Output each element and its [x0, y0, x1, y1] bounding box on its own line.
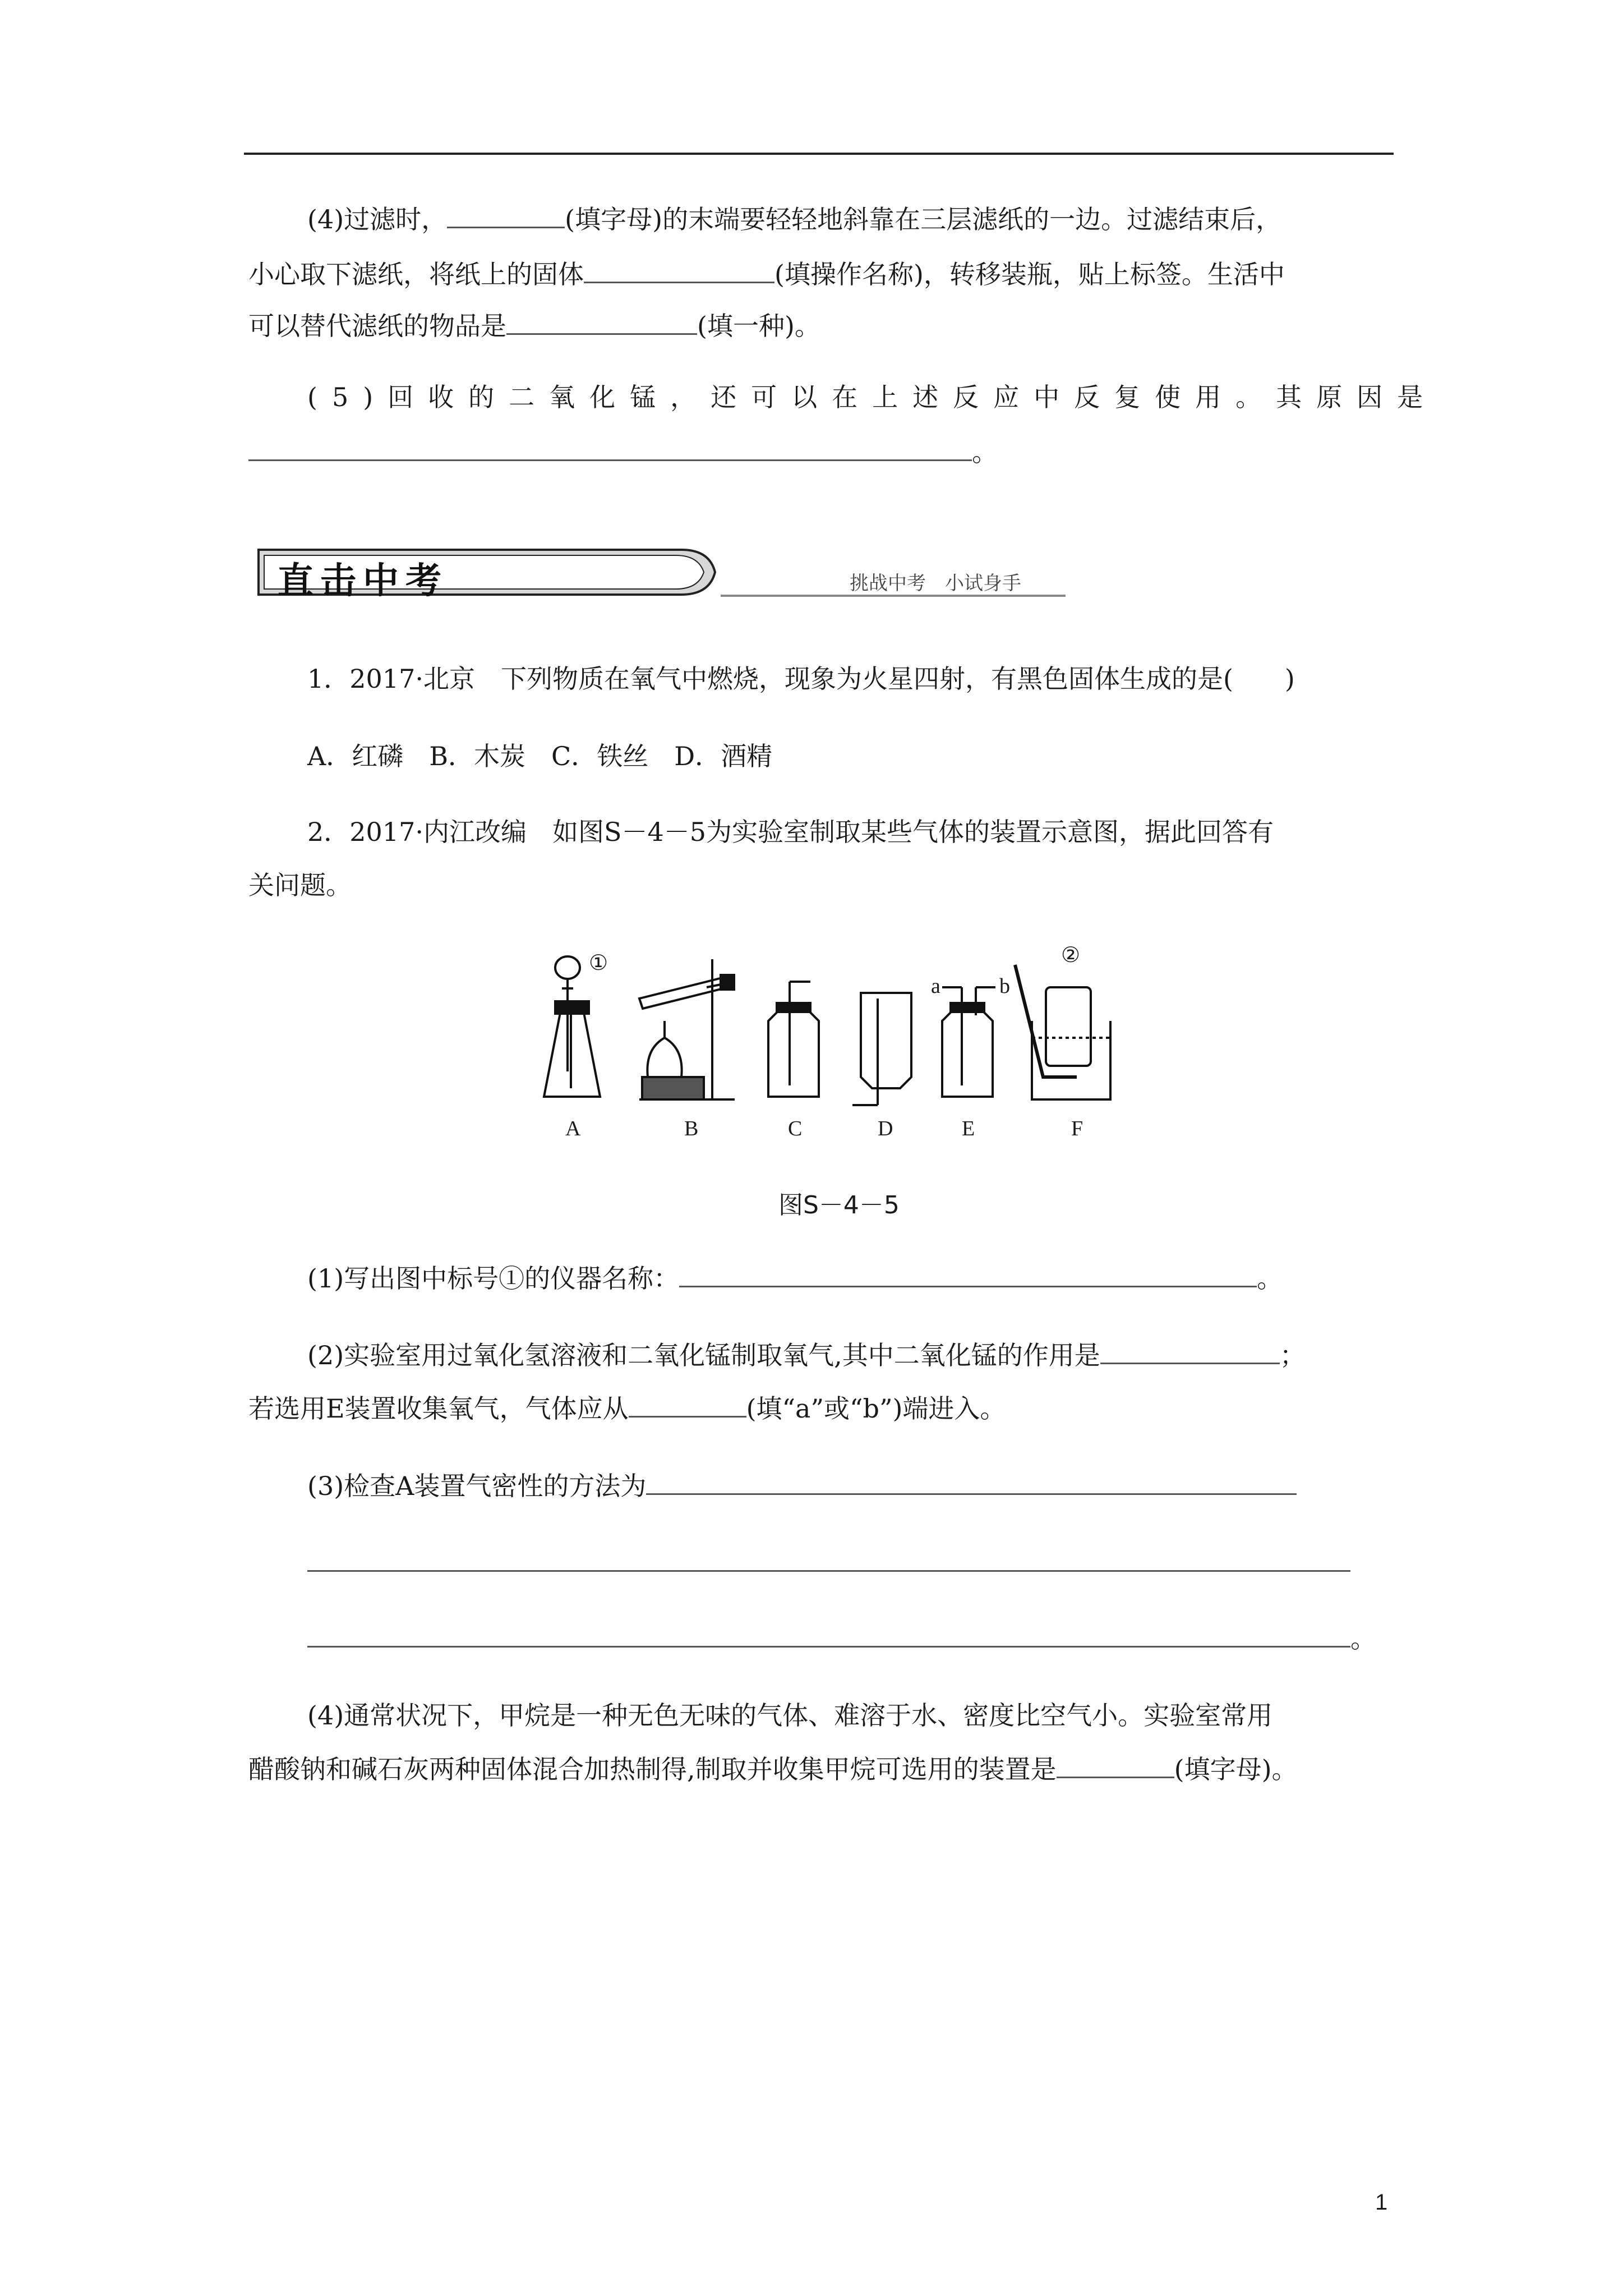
q4-text: (填操作名称)，转移装瓶，贴上标签。生活中: [774, 259, 1285, 289]
figure-caption: 图S－4－5: [778, 1191, 900, 1220]
q4-text: 可以替代滤纸的物品是: [248, 311, 506, 341]
q2-sub2-line1: [307, 1338, 1306, 1372]
q2-sub3-line2: [307, 1545, 1350, 1580]
apparatus-f: [1015, 965, 1110, 1099]
question2-stem-line2: 关问题。: [248, 870, 352, 900]
figure-marker-2: ②: [1061, 944, 1081, 967]
apparatus-d: [852, 993, 911, 1105]
q4-text: (填字母)的末端要轻轻地斜靠在三层滤纸的一边。过滤结束后，: [565, 204, 1282, 234]
figure-marker-1: ①: [589, 951, 608, 975]
q4-text: (填一种)。: [697, 311, 820, 341]
q2-sub4-line2: [248, 1752, 1298, 1786]
question1-options: A．红磷 B．木炭 C．铁丝 D．酒精: [307, 741, 773, 771]
figure-port-b: b: [999, 974, 1010, 998]
figure-label-f: F: [1071, 1117, 1083, 1140]
q4-text: (4)过滤时，: [307, 204, 448, 234]
q2-sub2-blank-1[interactable]: [1100, 1338, 1280, 1364]
q2-sub4-text: 醋酸钠和碱石灰两种固体混合加热制得,制取并收集甲烷可选用的装置是: [248, 1754, 1057, 1784]
q2-sub1-blank[interactable]: [679, 1261, 1257, 1287]
q2-sub4-text: (填字母)。: [1174, 1754, 1298, 1784]
q2-sub4-line1: (4)通常状况下，甲烷是一种无色无味的气体、难溶于水、密度比空气小。实验室常用: [307, 1700, 1273, 1731]
q2-sub2-text: (填“a”或“b”)端进入。: [746, 1393, 1006, 1424]
q2-sub3-blank-1[interactable]: [646, 1469, 1297, 1495]
q2-sub2-line2: [248, 1391, 1006, 1425]
q2-sub3-text: (3)检查A装置气密性的方法为: [307, 1471, 647, 1501]
q2-sub3-line3: [307, 1621, 1376, 1655]
question1-stem: 1．2017·北京 下列物质在氧气中燃烧，现象为火星四射，有黑色固体生成的是( ): [307, 664, 1295, 694]
q2-sub1-text: (1)写出图中标号①的仪器名称：: [307, 1263, 680, 1294]
apparatus-c: [768, 982, 819, 1097]
q5-line1: [307, 380, 1438, 414]
figure-label-c: C: [788, 1117, 803, 1140]
q4-blank-3[interactable]: [506, 309, 697, 335]
q4-line1: [307, 202, 1281, 236]
q4-blank-1[interactable]: [447, 202, 565, 228]
apparatus-b: [639, 959, 735, 1099]
q4-text: 小心取下滤纸，将纸上的固体: [248, 259, 584, 289]
figure-label-a: A: [565, 1117, 581, 1140]
apparatus-a: [544, 956, 600, 1097]
q2-sub1: [307, 1261, 1283, 1295]
q2-sub2-blank-2[interactable]: [629, 1391, 746, 1418]
apparatus-e: [942, 987, 995, 1097]
q4-line3: [248, 309, 820, 343]
section-subtitle: 挑战中考 小试身手: [850, 572, 1021, 595]
q5-line2: [248, 435, 998, 469]
q2-sub1-end: 。: [1257, 1263, 1283, 1294]
q2-sub2-text: (2)实验室用过氧化氢溶液和二氧化锰制取氧气,其中二氧化锰的作用是: [307, 1340, 1100, 1370]
q2-sub3-blank-2[interactable]: [307, 1545, 1350, 1572]
q5-blank[interactable]: [248, 435, 972, 461]
figure-port-a: a: [931, 974, 940, 998]
q2-sub4-blank[interactable]: [1057, 1752, 1174, 1778]
q4-blank-2[interactable]: [584, 257, 774, 283]
q2-sub3-line1: [307, 1469, 1297, 1503]
q2-sub3-end: 。: [1350, 1623, 1376, 1654]
q2-sub2-end: ；: [1279, 1340, 1306, 1370]
figure-label-e: E: [962, 1117, 975, 1140]
q2-sub3-blank-3[interactable]: [307, 1621, 1350, 1648]
question2-stem-line1: 2．2017·内江改编 如图S－4－5为实验室制取某些气体的装置示意图，据此回答有: [307, 817, 1274, 847]
apparatus-diagram: [527, 954, 1116, 1156]
q5-end: 。: [972, 437, 998, 467]
q5-text: (5)回收的二氧化锰，还可以在上述反应中反复使用。其原因是: [307, 382, 1438, 412]
apparatus-figure: [527, 944, 1116, 1156]
header-rule: [244, 153, 1394, 155]
figure-label-d: D: [878, 1117, 893, 1140]
figure-label-b: B: [684, 1117, 699, 1140]
q2-sub2-text: 若选用E装置收集氧气，气体应从: [248, 1393, 629, 1424]
page-number: 1: [1375, 2190, 1388, 2215]
q4-line2: [248, 257, 1285, 291]
section-header: [255, 544, 1068, 600]
section-title: 直击中考: [278, 560, 448, 602]
